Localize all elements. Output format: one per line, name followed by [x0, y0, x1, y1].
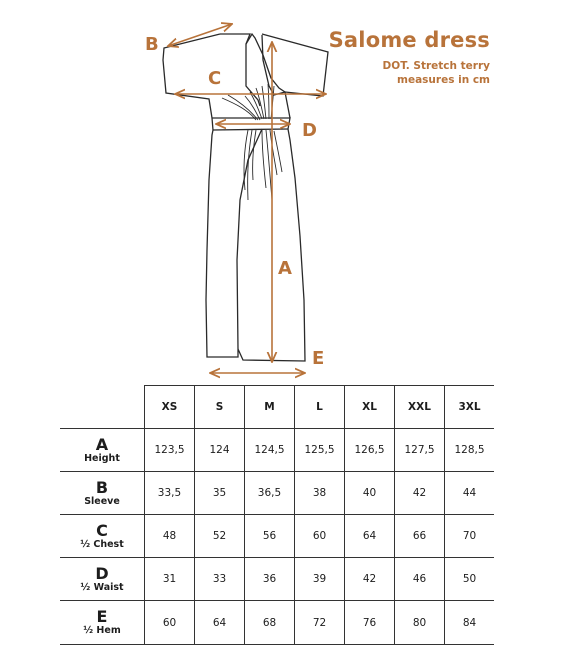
table-cell: 124: [195, 429, 245, 472]
table-row: [60, 515, 494, 558]
subtitle-line: DOT. Stretch terry: [382, 60, 490, 72]
table-cell: 84: [445, 601, 495, 645]
size-header: XS: [145, 386, 195, 429]
row-label: [60, 601, 145, 645]
row-label: [60, 472, 145, 515]
row-letter: C: [96, 520, 108, 540]
subtitle-line: measures in cm: [397, 74, 490, 86]
table-cell: 33: [195, 558, 245, 601]
row-letter: E: [96, 607, 108, 626]
label-c: C: [208, 68, 222, 89]
row-label: [60, 558, 145, 601]
table-cell: 42: [395, 472, 445, 515]
table-cell: 76: [345, 601, 395, 645]
table-cell: 64: [345, 515, 395, 558]
table-cell: 46: [395, 558, 445, 601]
table-cell: 40: [345, 472, 395, 515]
table-cell: 72: [295, 601, 345, 645]
table-row: [60, 472, 494, 515]
table-cell: 50: [445, 558, 495, 601]
arrow-b: [168, 24, 232, 46]
table-row: [60, 601, 494, 645]
table-cell: 36: [245, 558, 295, 601]
table-cell: 35: [195, 472, 245, 515]
size-table: [60, 385, 494, 645]
table-cell: 126,5: [345, 429, 395, 472]
table-row: [60, 558, 494, 601]
table-cell: 31: [145, 558, 195, 601]
table-cell: 33,5: [145, 472, 195, 515]
measure-arrows: [168, 24, 326, 373]
table-cell: 127,5: [395, 429, 445, 472]
size-header: XL: [345, 386, 395, 429]
table-cell: 70: [445, 515, 495, 558]
table-cell: 68: [245, 601, 295, 645]
table-corner: [60, 386, 145, 429]
size-header: M: [245, 386, 295, 429]
row-label: [60, 429, 145, 472]
table-body: [60, 429, 494, 645]
row-letter: D: [95, 563, 109, 583]
table-cell: 64: [195, 601, 245, 645]
table-cell: 80: [395, 601, 445, 645]
table-cell: 128,5: [445, 429, 495, 472]
row-name: ½ Hem: [83, 625, 121, 636]
size-header: 3XL: [445, 386, 495, 429]
size-header: S: [195, 386, 245, 429]
row-name: Sleeve: [84, 495, 120, 507]
table-cell: 124,5: [245, 429, 295, 472]
table-header-row: [60, 386, 494, 429]
label-a: A: [278, 258, 292, 279]
table-row: [60, 429, 494, 472]
product-title: Salome dress: [328, 28, 490, 52]
dress-outline: [163, 34, 328, 361]
table-cell: 38: [295, 472, 345, 515]
table-cell: 39: [295, 558, 345, 601]
row-letter: A: [95, 434, 109, 454]
label-b: B: [145, 34, 159, 55]
table-cell: 56: [245, 515, 295, 558]
label-d: D: [302, 120, 317, 141]
row-letter: B: [95, 477, 109, 497]
table-cell: 60: [295, 515, 345, 558]
table-cell: 42: [345, 558, 395, 601]
label-e: E: [312, 348, 325, 369]
table-cell: 52: [195, 515, 245, 558]
table-cell: 60: [145, 601, 195, 645]
row-name: ½ Chest: [80, 538, 124, 550]
table-cell: 48: [145, 515, 195, 558]
size-header: XXL: [395, 386, 445, 429]
table-cell: 125,5: [295, 429, 345, 472]
table-cell: 36,5: [245, 472, 295, 515]
table-cell: 44: [445, 472, 495, 515]
size-header: L: [295, 386, 345, 429]
pleat-lines: [222, 84, 282, 200]
row-label: [60, 515, 145, 558]
table-cell: 123,5: [145, 429, 195, 472]
row-name: ½ Waist: [80, 581, 124, 593]
product-subtitle: [383, 59, 490, 87]
table-cell: 66: [395, 515, 445, 558]
row-name: Height: [84, 452, 120, 464]
